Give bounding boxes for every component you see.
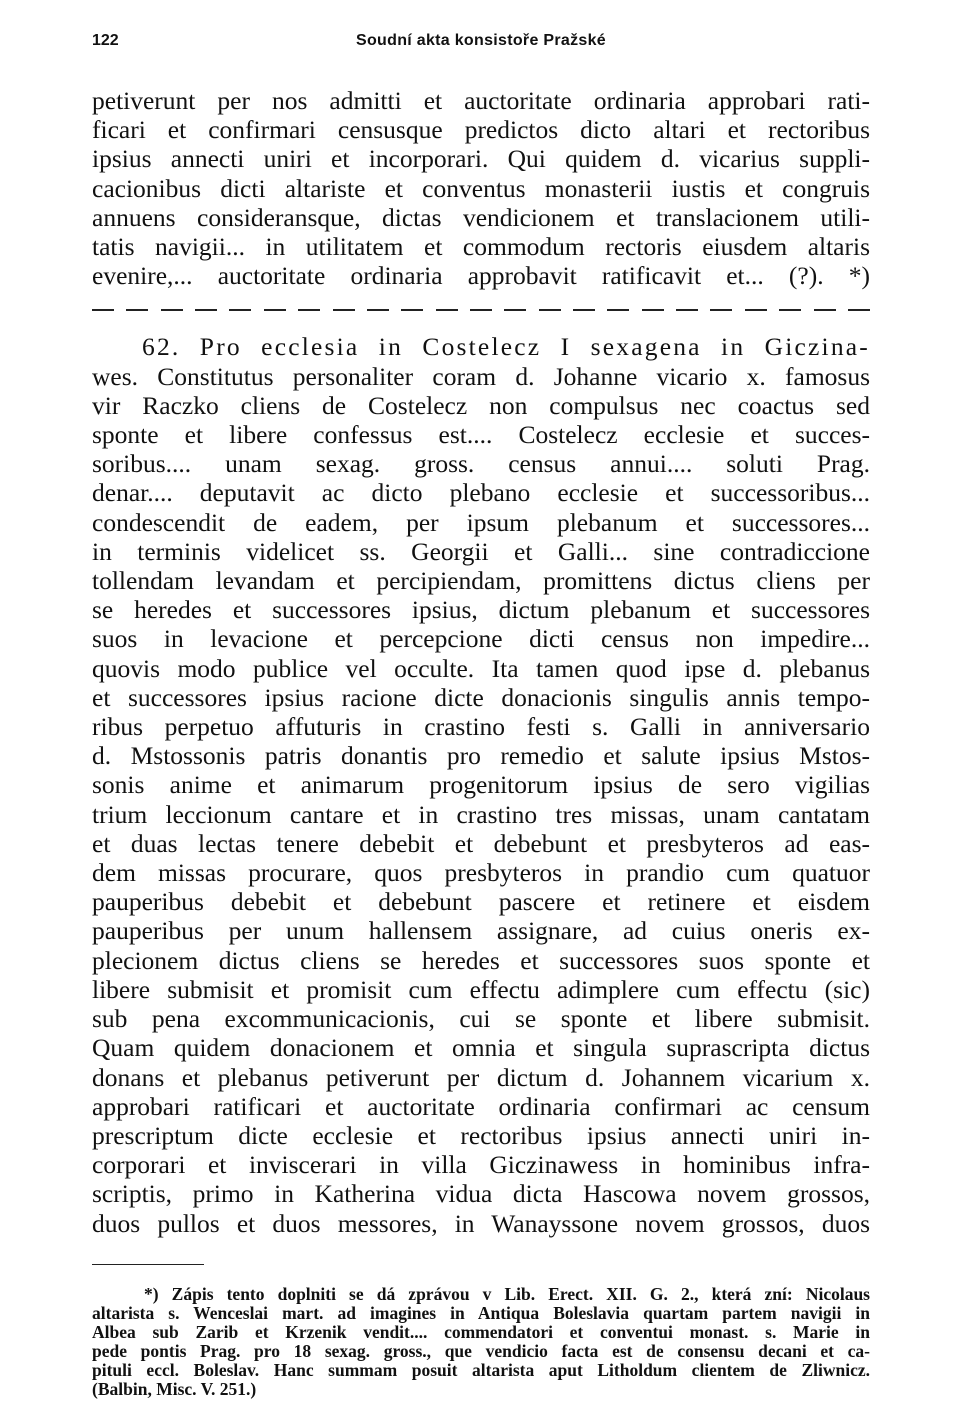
text-line: denar.... deputavit ac dicto plebano ecclesie et successoribus... [92, 478, 870, 508]
text-line: pauperibus per unum hallensem assignare, ad cuius oneris ex- [92, 916, 870, 946]
section-divider [92, 300, 870, 320]
text-line: condescendit de eadem, per ipsum plebanum et successores... [92, 507, 870, 537]
text-line: et successores ipsius racione dicte donacionis singulis annis tempo- [92, 682, 870, 712]
text-line: cacionibus dicti altariste et conventus monasterii iustis et congruis [92, 173, 870, 203]
text-line: sponte et libere confessus est.... Costelecz ecclesie et succes- [92, 420, 870, 450]
text-line: tollendam levandam et percipiendam, promittens dictus cliens per [92, 566, 870, 596]
text-line: dem missas procurare, quos presbyteros in prandio cum quatuor [92, 858, 870, 888]
text-line: libere submisit et promisit cum effectu adimplere cum effectu (sic) [92, 974, 870, 1004]
page-number: 122 [92, 32, 119, 49]
footnote [92, 1285, 870, 1399]
text-line: prescriptum dicte ecclesie et rectoribus ipsius annecti uniri in- [92, 1120, 870, 1150]
paragraph-continuation [92, 86, 870, 290]
text-line: approbari ratificari et auctoritate ordinaria confirmari ac censum [92, 1091, 870, 1121]
header-spacer [830, 26, 870, 56]
text-line: wes. Constitutus personaliter coram d. Johanne vicario x. famosus [92, 361, 870, 391]
text-line: ribus perpetuo affuturis in crastino festi s. Galli in anniversario [92, 712, 870, 742]
footnote-line: Albea sub Zarib et Krzenik vendit.... commendatori et conventui monast. s. Marie in [92, 1323, 870, 1343]
text-line: d. Mstossonis patris donantis pro remedio et salute ipsius Mstos- [92, 741, 870, 771]
text-line: duos pullos et duos messores, in Wanayssone novem grossos, duos [92, 1208, 870, 1238]
text-line: evenire,... auctoritate ordinaria approbavit ratificavit et... (?). *) [92, 261, 870, 291]
document-page [92, 26, 870, 1399]
text-line: se heredes et successores ipsius, dictum plebanum et successores [92, 595, 870, 625]
footnote-line: pituli eccl. Boleslav. Hanc summam posuit altarista aput Litholdum clientem de Zliwnicz. [92, 1361, 870, 1381]
text-line: plecionem dictus cliens se heredes et successores suos sponte et [92, 945, 870, 975]
text-line: petiverunt per nos admitti et auctoritate ordinaria approbari rati- [92, 86, 870, 115]
text-line: ipsius annecti uniri et incorporari. Qui quidem d. vicarius suppli- [92, 144, 870, 174]
text-line: pauperibus debebit et debebunt pascere et retinere et eisdem [92, 887, 870, 917]
text-line: Quam quidem donacionem et omnia et singula suprascripta dictus [92, 1033, 870, 1063]
text-line: et duas lectas tenere debebit et debebunt et presbyteros ad eas- [92, 828, 870, 858]
running-header [92, 26, 870, 56]
text-line: sonis anime et animarum progenitorum ipsius de sero vigilias [92, 770, 870, 800]
text-line: trium leccionum cantare et in crastino tres missas, unam cantatam [92, 799, 870, 829]
text-line: donans et plebanus petiverunt per dictum d. Johannem vicarium x. [92, 1062, 870, 1092]
text-line: sub pena excommunicacionis, cui se sponte et libere submisit. [92, 1004, 870, 1034]
footnote-line: pede pontis Prag. pro 18 sexag. gross., que vendicio facta est de consensu decani et ca- [92, 1342, 870, 1362]
footnote-line: *) Zápis tento doplniti se dá zprávou v Lib. Erect. XII. G. 2., která zní: Nicolaus [144, 1285, 870, 1305]
footnote-line: altarista s. Wenceslai mart. ad imagines in Antiqua Boleslavia quartam partem navigii in [92, 1304, 870, 1324]
text-line: in terminis videlicet ss. Georgii et Galli... sine contradiccione [92, 536, 870, 566]
text-line: quovis modo publice vel occulte. Ita tamen quod ipse d. plebanus [92, 653, 870, 683]
footnote-rule [92, 1264, 204, 1266]
main-text [92, 86, 870, 1238]
text-line: suos in levacione et percepcione dicti census non impedire... [92, 624, 870, 654]
text-line: annuens consideransque, dictas vendicionem et translacionem utili- [92, 202, 870, 232]
running-title: Soudní akta konsistoře Pražské [356, 32, 606, 49]
entry-heading: 62. Pro ecclesia in Costelecz I sexagena in Giczina- [142, 332, 870, 362]
entry-62 [92, 332, 870, 1237]
text-line: vir Raczko cliens de Costelecz non compulsus nec coactus sed [92, 390, 870, 420]
footnote-line: (Balbin, Misc. V. 251.) [92, 1380, 257, 1400]
text-line: corporari et inviscerari in villa Giczinawess in hominibus infra- [92, 1150, 870, 1180]
text-line: scriptis, primo in Katherina vidua dicta Hascowa novem grossos, [92, 1179, 870, 1209]
text-line: soribus.... unam sexag. gross. census annui.... soluti Prag. [92, 449, 870, 479]
text-line: tatis navigii... in utilitatem et commodum rectoris eiusdem altaris [92, 232, 870, 262]
text-line: ficari et confirmari censusque predictos dicto altari et rectoribus [92, 115, 870, 145]
